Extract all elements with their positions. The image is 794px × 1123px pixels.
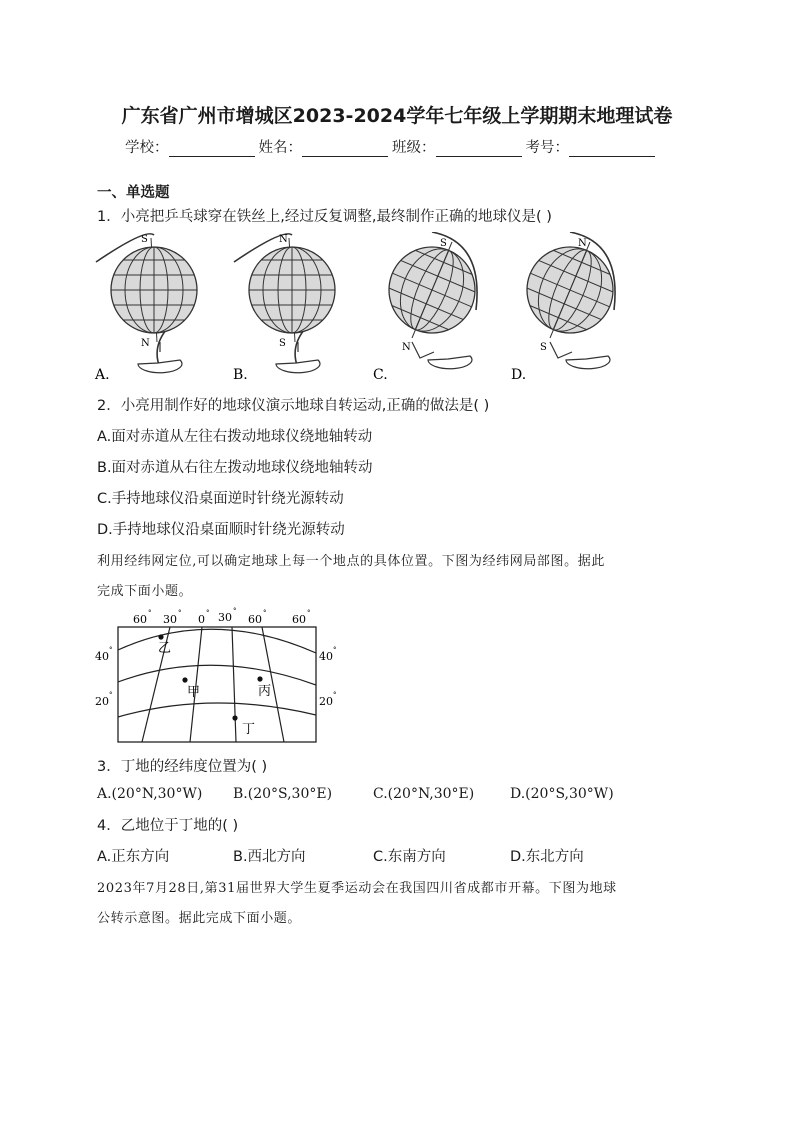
question-3: 3．丁地的经纬度位置为( )	[97, 759, 268, 775]
point-ding-label: 丁	[242, 722, 256, 737]
section-heading: 一、单选题	[97, 185, 170, 201]
globe-a-bottom-pole: N	[141, 338, 150, 349]
lat-right-40-degree: °	[333, 646, 337, 654]
lon-degree-2: °	[178, 609, 182, 617]
point-bing-label: 丙	[258, 684, 272, 699]
point-jia-label: 甲	[187, 685, 201, 700]
globe-b	[234, 234, 335, 373]
option-d-label: D.	[511, 367, 527, 383]
passage-2-line-1: 2023年7月28日,第31届世界大学生夏季运动会在我国四川省成都市开幕。下图为地球	[97, 881, 617, 896]
globe-options-figure	[92, 232, 652, 384]
globe-d-bottom-pole: S	[540, 342, 547, 353]
lon-label-4: 30	[218, 611, 232, 624]
question-2-option-b: B.面对赤道从右往左拨动地球仪绕地轴转动	[97, 460, 373, 476]
option-a-label: A.	[95, 367, 110, 383]
name-blank	[302, 140, 388, 157]
lon-degree-4: °	[233, 607, 237, 615]
class-label: 班级：	[392, 140, 436, 156]
lon-label-1: 60	[133, 613, 147, 626]
lat-right-20: 20	[319, 695, 333, 708]
globe-b-bottom-pole: S	[279, 338, 286, 349]
class-blank	[436, 140, 522, 157]
question-2: 2．小亮用制作好的地球仪演示地球自转运动,正确的做法是( )	[97, 398, 490, 414]
school-blank	[169, 140, 255, 157]
question-2-option-c: C.手持地球仪沿桌面逆时针绕光源转动	[97, 491, 344, 507]
question-3-option-a: A.(20°N,30°W)	[97, 786, 203, 802]
question-2-option-a: A.面对赤道从左往右拨动地球仪绕地轴转动	[97, 429, 373, 445]
question-4-option-b: B.西北方向	[233, 849, 306, 865]
option-c-label: C.	[373, 367, 388, 383]
lat-right-40: 40	[319, 650, 333, 663]
page-title: 广东省广州市增城区2023-2024学年七年级上学期期末地理试卷	[121, 105, 673, 127]
point-yi-label: 乙	[158, 641, 172, 656]
lon-degree-1: °	[148, 609, 152, 617]
lat-right-20-degree: °	[333, 691, 337, 699]
exam-number-blank	[569, 140, 655, 157]
question-4-option-a: A.正东方向	[97, 849, 170, 865]
lat-left-40: 40	[95, 650, 109, 663]
globe-c-top-pole: S	[440, 238, 447, 249]
question-3-option-d: D.(20°S,30°W)	[510, 786, 614, 802]
globe-c-bottom-pole: N	[402, 342, 411, 353]
exam-number-label: 考号：	[525, 140, 569, 156]
lon-label-5: 60	[248, 613, 262, 626]
question-4-option-d: D.东北方向	[510, 849, 584, 865]
lon-degree-6: °	[307, 609, 311, 617]
globe-d	[504, 232, 635, 369]
globe-d-top-pole: N	[578, 238, 587, 249]
question-3-option-b: B.(20°S,30°E)	[233, 786, 333, 802]
lat-left-20: 20	[95, 695, 109, 708]
lon-label-2: 30	[163, 613, 177, 626]
option-b-label: B.	[233, 367, 248, 383]
globe-a-top-pole: S	[141, 234, 148, 245]
passage-1-line-1: 利用经纬网定位,可以确定地球上每一个地点的具体位置。下图为经纬网局部图。据此	[97, 554, 605, 569]
lon-degree-5: °	[263, 609, 267, 617]
student-info-line	[125, 136, 659, 157]
globe-a	[96, 234, 197, 373]
lat-long-grid-figure	[92, 605, 352, 750]
lat-left-40-degree: °	[109, 646, 113, 654]
question-2-option-d: D.手持地球仪沿桌面顺时针绕光源转动	[97, 522, 345, 538]
lon-label-3: 0	[198, 613, 205, 626]
question-4-option-c: C.东南方向	[373, 849, 446, 865]
question-1: 1．小亮把乒乓球穿在铁丝上,经过反复调整,最终制作正确的地球仪是( )	[97, 209, 552, 225]
passage-1-line-2: 完成下面小题。	[97, 584, 193, 599]
question-4: 4．乙地位于丁地的( )	[97, 818, 239, 834]
lon-label-6: 60	[292, 613, 306, 626]
question-3-option-c: C.(20°N,30°E)	[373, 786, 475, 802]
lon-degree-3: °	[206, 609, 210, 617]
name-label: 姓名：	[258, 140, 302, 156]
school-label: 学校：	[125, 140, 169, 156]
passage-2-line-2: 公转示意图。据此完成下面小题。	[97, 911, 302, 926]
globe-c	[366, 232, 497, 369]
globe-b-top-pole: N	[279, 234, 288, 245]
lat-left-20-degree: °	[109, 691, 113, 699]
